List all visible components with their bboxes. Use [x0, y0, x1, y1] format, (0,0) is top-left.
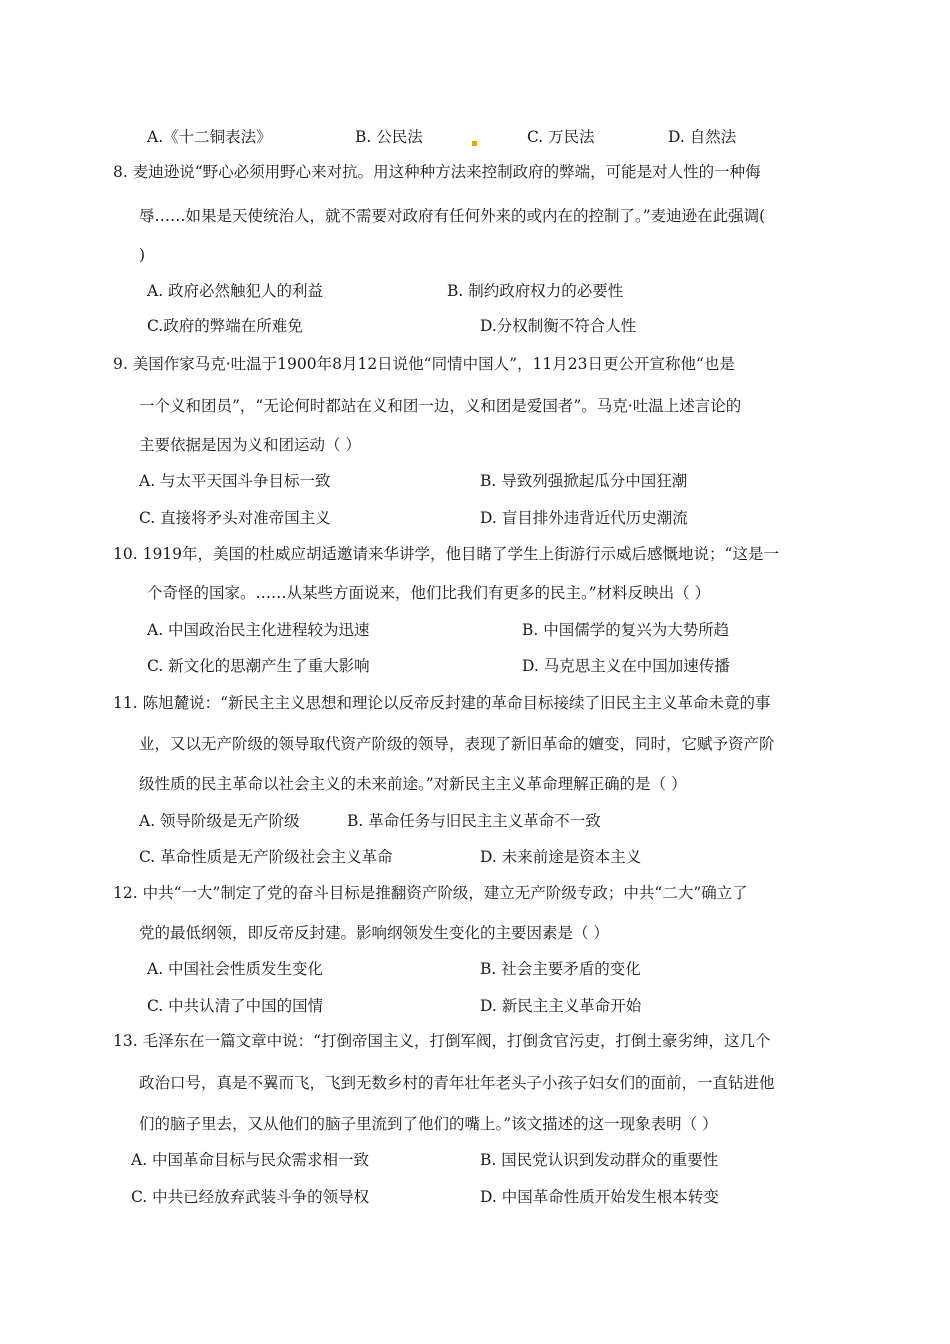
q9-option-a: A. 与太平天国斗争目标一致 — [139, 472, 331, 490]
q8-option-d: D.分权制衡不符合人性 — [480, 317, 637, 335]
q11-stem-line: 11. 陈旭麓说：“新民主主义思想和理论以反帝反封建的革命目标接续了旧民主主义革命未竟的事 — [113, 694, 771, 712]
q8-stem-line: 8. 麦迪逊说“野心必须用野心来对抗。用这种种方法来控制政府的弊端，可能是对人性的一种侮 — [113, 163, 761, 181]
q13-option-b: B. 国民党认识到发动群众的重要性 — [480, 1151, 719, 1169]
q13-option-d: D. 中国革命性质开始发生根本转变 — [480, 1188, 719, 1206]
q10-stem-line: 个奇怪的国家。……从某些方面说来，他们比我们有更多的民主。”材料反映出（ ） — [147, 584, 711, 602]
q9-stem-line: 一个义和团员”，“无论何时都站在义和团一边，义和团是爱国者”。马克·吐温上述言论的 — [139, 397, 742, 415]
q10-option-b: B. 中国儒学的复兴为大势所趋 — [522, 621, 730, 639]
q11-option-d: D. 未来前途是资本主义 — [480, 848, 642, 866]
q11-option-a: A. 领导阶级是无产阶级 — [139, 812, 300, 830]
q8-option-a: A. 政府必然触犯人的利益 — [147, 282, 324, 300]
q9-option-d: D. 盲目排外违背近代历史潮流 — [480, 509, 688, 527]
q9-option-b: B. 导致列强掀起瓜分中国狂潮 — [480, 472, 688, 490]
q11-stem-line: 级性质的民主革命以社会主义的未来前途。”对新民主主义革命理解正确的是（ ） — [139, 775, 687, 793]
q12-stem-line: 党的最低纲领，即反帝反封建。影响纲领发生变化的主要因素是（ ） — [139, 924, 609, 942]
q10-option-d: D. 马克思主义在中国加速传播 — [522, 657, 730, 675]
q7-option-c: C. 万民法 — [527, 128, 595, 146]
q9-stem-line: 主要依据是因为义和团运动（ ） — [139, 436, 361, 454]
q7-option-b: B. 公民法 — [355, 128, 423, 146]
q10-stem-line: 10. 1919年，美国的杜威应胡适邀请来华讲学，他目睹了学生上街游行示威后感慨地说；“这是一 — [113, 545, 779, 563]
q8-stem-line: 辱……如果是天使统治人，就不需要对政府有任何外来的或内在的控制了。”麦迪逊在此强调( — [139, 207, 766, 225]
q13-stem-line: 政治口号，真是不翼而飞，飞到无数乡村的青年壮年老头子小孩子妇女们的面前，一直钻进他 — [139, 1074, 775, 1092]
q7-option-d: D. 自然法 — [668, 128, 737, 146]
q12-option-d: D. 新民主主义革命开始 — [480, 997, 642, 1015]
q13-option-a: A. 中国革命目标与民众需求相一致 — [131, 1151, 370, 1169]
q11-stem-line: 业，又以无产阶级的领导取代资产阶级的领导，表现了新旧革命的嬗变，同时，它赋予资产阶 — [139, 735, 775, 753]
marker-dot — [472, 141, 477, 146]
q11-option-c: C. 革命性质是无产阶级社会主义革命 — [139, 848, 393, 866]
q9-stem-line: 9. 美国作家马克·吐温于1900年8月12日说他“同情中国人”，11月23日更公开宣称他“也是 — [113, 355, 735, 373]
q12-option-c: C. 中共认清了中国的国情 — [147, 997, 324, 1015]
q13-option-c: C. 中共已经放弃武装斗争的领导权 — [131, 1188, 370, 1206]
q7-option-a: A.《十二铜表法》 — [147, 128, 272, 146]
q10-option-a: A. 中国政治民主化进程较为迅速 — [147, 621, 370, 639]
q13-stem-line: 们的脑子里去，又从他们的脑子里流到了他们的嘴上。”该文描述的这一现象表明（ ） — [139, 1115, 718, 1133]
q8-stem-line: ) — [139, 246, 146, 264]
q12-stem-line: 12. 中共“一大”制定了党的奋斗目标是推翻资产阶级，建立无产阶级专政；中共“二大”确立了 — [113, 884, 748, 902]
q8-option-c: C.政府的弊端在所难免 — [147, 317, 303, 335]
q8-option-b: B. 制约政府权力的必要性 — [447, 282, 624, 300]
q13-stem-line: 13. 毛泽东在一篇文章中说：“打倒帝国主义，打倒军阀，打倒贪官污吏，打倒土豪劣绅，这几个 — [113, 1032, 771, 1050]
q10-option-c: C. 新文化的思潮产生了重大影响 — [147, 657, 370, 675]
q12-option-b: B. 社会主要矛盾的变化 — [480, 960, 641, 978]
q11-option-b: B. 革命任务与旧民主主义革命不一致 — [347, 812, 601, 830]
q9-option-c: C. 直接将矛头对准帝国主义 — [139, 509, 331, 527]
q12-option-a: A. 中国社会性质发生变化 — [147, 960, 324, 978]
